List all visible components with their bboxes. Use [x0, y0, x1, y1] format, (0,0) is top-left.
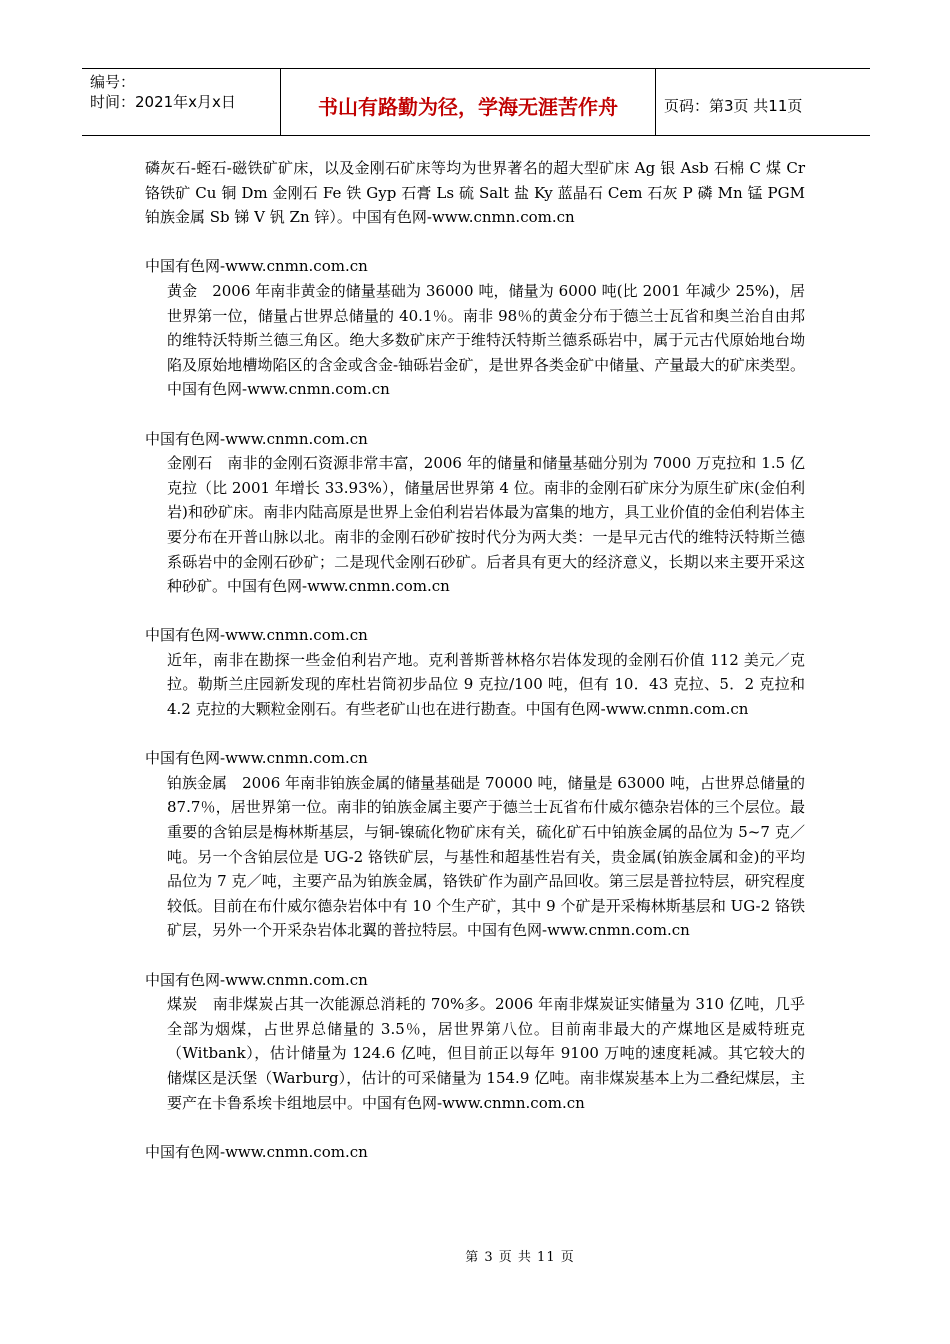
source-line: 中国有色网-www.cnmn.com.cn — [145, 626, 368, 645]
source-line: 中国有色网-www.cnmn.com.cn — [145, 257, 368, 276]
document-body — [145, 156, 836, 1189]
paragraph-block — [145, 1140, 805, 1165]
paragraph-block — [145, 156, 805, 230]
page-footer: 第 3 页 共 11 页 — [465, 1250, 575, 1265]
gold-paragraph: 黄金 2006 年南非黄金的储量基础为 36000 吨，储量为 6000 吨(比 2001 年减少 25%)，居世界第一位，储量占世界总储量的 40.1％。南非 98％的黄金分布于德兰士瓦省和奥兰治自由邦的维特沃特斯兰德三角区。绝大多数矿床产于维特沃特斯兰德系砾岩中，属于元古代原始地台坳陷及原始地槽坳陷区的含金或含金-铀砾岩金矿，是世界各类金矿中储量、产量最大的矿床类型。中国有色网-www.cnmn.com.cn — [167, 281, 805, 399]
body-paragraph: 磷灰石-蛭石-磁铁矿矿床，以及金刚石矿床等均为世界著名的超大型矿床 Ag 银 Asb 石棉 C 煤 Cr 铬铁矿 Cu 铜 Dm 金刚石 Fe 铁 Gyp 石膏 Ls 硫 Salt 盐 Ky 蓝晶石 Cem 石灰 P 磷 Mn 锰 PGM 铂族金属 Sb 锑 V 钒 Zn 锌）。中国有色网-www.cnmn.com.cn — [145, 159, 805, 227]
header-meta-cell — [82, 69, 281, 135]
source-line: 中国有色网-www.cnmn.com.cn — [145, 749, 368, 768]
header-page-label: 页码：第3页 共11页 — [664, 96, 803, 115]
diamond-paragraph: 金刚石 南非的金刚石资源非常丰富，2006 年的储量和储量基础分别为 7000 万克拉和 1.5 亿克拉（比 2001 年增长 33.93%），储量居世界第 4 位。南非的金刚石矿床分为原生矿床(金伯利岩)和砂矿床。南非内陆高原是世界上金伯利岩岩体最为富集的地方，具工业价值的金伯利岩体主要分布在开普山脉以北。南非的金刚石砂矿按时代分为两大类：一是早元古代的维特沃特斯兰德系砾岩中的金刚石砂矿；二是现代金刚石砂矿。后者具有更大的经济意义，长期以来主要开采这种砂矿。中国有色网-www.cnmn.com.cn — [167, 454, 805, 596]
coal-paragraph: 煤炭 南非煤炭占其一次能源总消耗的 70%多。2006 年南非煤炭证实储量为 310 亿吨，几乎全部为烟煤，占世界总储量的 3.5％，居世界第八位。目前南非最大的产煤地区是威特班克（Witbank），估计储量为 124.6 亿吨，但目前正以每年 9100 万吨的速度耗减。其它较大的 储煤区是沃堡（Warburg），估计的可采储量为 154.9 亿吨。南非煤炭基本上为二叠纪煤层，主要产在卡鲁系埃卡组地层中。中国有色网-www.cnmn.com.cn — [167, 995, 836, 1112]
document-date-label: 时间：2021年x月x日 — [90, 93, 236, 111]
pgm-paragraph: 铂族金属 2006 年南非铂族金属的储量基础是 70000 吨，储量是 63000 吨，占世界总储量的 87.7％，居世界第一位。南非的铂族金属主要产于德兰士瓦省布什威尔德杂岩体的三个层位。最重要的含铂层是梅林斯基层，与铜-镍硫化物矿床有关，硫化矿石中铂族金属的品位为 5~7 克／吨。另一个含铂层位是 UG-2 铬铁矿层，与基性和超基性岩有关，贵金属(铂族金属和金)的平均品位为 7 克／吨，主要产品为铂族金属，铬铁矿作为副产品回收。第三层是普拉特层，研究程度较低。目前在布什威尔德杂岩体中有 10 个生产矿，其中 9 个矿是开采梅林斯基层和 UG-2 铬铁矿层，另外一个开采杂岩体北翼的普拉特层。中国有色网-www.cnmn.com.cn — [167, 773, 805, 940]
paragraph-block — [145, 623, 805, 721]
paragraph-block — [145, 968, 836, 1116]
source-line: 中国有色网-www.cnmn.com.cn — [145, 1142, 368, 1161]
paragraph-block — [145, 746, 805, 943]
source-line: 中国有色网-www.cnmn.com.cn — [145, 429, 368, 448]
source-line: 中国有色网-www.cnmn.com.cn — [145, 970, 368, 989]
header-table — [82, 68, 870, 136]
paragraph-block — [145, 254, 805, 402]
document-number-label: 编号： — [90, 73, 136, 91]
paragraph-block — [145, 427, 805, 599]
exploration-paragraph: 近年，南非在勘探一些金伯利岩产地。克利普斯普林格尔岩体发现的金刚石价值 112 美元／克拉。勒斯兰庄园新发现的库杜岩筒初步品位 9 克拉/100 吨，但有 10．43 克拉、5．2 克拉和 4.2 克拉的大颗粒金刚石。有些老矿山也在进行勘查。中国有色网-www.cnmn.com.cn — [167, 650, 805, 719]
header-motto: 书山有路勤为径，学海无涯苦作舟 — [281, 69, 656, 135]
